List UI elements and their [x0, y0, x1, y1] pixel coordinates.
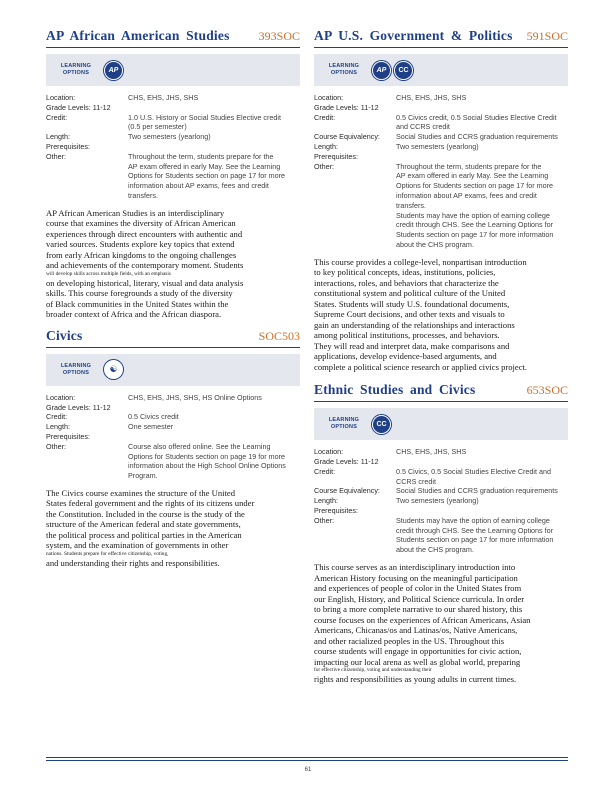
detail-row — [46, 422, 300, 432]
detail-value-line: 0.5 Civics, 0.5 Social Studies Elective Credit and — [396, 466, 552, 476]
detail-row — [314, 457, 568, 467]
college-credit-icon: CC — [372, 415, 391, 434]
description-line: applications, develop evidence-based arguments, and — [314, 351, 497, 362]
detail-row — [314, 516, 568, 555]
detail-value-line: Two semesters (yearlong) — [396, 141, 479, 151]
learning-option-icons — [104, 61, 123, 80]
detail-row — [46, 132, 300, 142]
detail-row — [46, 142, 300, 152]
description-line: gain an understanding of the relationships and interactions — [314, 319, 515, 330]
detail-value-line: Students section on page 17 for more information — [396, 535, 554, 545]
detail-row — [46, 412, 300, 422]
course-ethnic-studies-and-civics — [314, 382, 568, 684]
detail-value — [396, 496, 568, 506]
detail-value-line: CHS, EHS, JHS, SHS — [396, 93, 467, 102]
left-column — [46, 28, 300, 568]
detail-row — [314, 93, 568, 103]
detail-value — [128, 142, 300, 152]
description-line-small: nations. Students prepare for effective citizenship, voting, — [46, 550, 169, 557]
detail-row — [314, 467, 568, 487]
description-line: rights and responsibilities as young adults in current times. — [314, 674, 517, 685]
description-line: complete a political science research or applied civics project. — [314, 361, 528, 372]
detail-key: Length: — [46, 132, 70, 142]
detail-key: Length: — [314, 496, 338, 506]
detail-value-line: Social Studies and CCRS graduation requirements — [396, 132, 558, 142]
detail-row — [46, 113, 300, 133]
course-details — [314, 447, 568, 555]
detail-key: Prerequisites: — [46, 141, 90, 151]
detail-value — [396, 486, 568, 496]
detail-value-line: Options for Students section on page 17 for more — [396, 181, 554, 191]
detail-value-line: Students section on page 17 for more information — [396, 230, 554, 240]
learning-option-icons — [104, 360, 123, 379]
right-column — [314, 28, 568, 685]
detail-value-line: Program. — [128, 471, 158, 481]
course-header — [46, 328, 300, 348]
description-line: course focuses on the experiences of African Americans, Asian — [314, 614, 531, 625]
description-line: and other racialized peoples in the US. Throughout this — [314, 635, 505, 646]
detail-row — [46, 393, 300, 403]
detail-value-line: information about AP exams, fees and credit — [396, 190, 537, 200]
description-line: our English, History, and Political Science curricula. In order — [314, 593, 525, 604]
detail-row — [314, 506, 568, 516]
detail-value — [128, 93, 300, 103]
detail-value-line: Throughout the term, students prepare for the — [396, 161, 542, 171]
detail-key: Location: — [314, 93, 344, 102]
description-line: of Black communities in the United States within the — [46, 298, 229, 309]
detail-value-line: CHS, EHS, JHS, SHS — [128, 93, 199, 102]
course-description — [314, 257, 568, 373]
detail-key: Location: — [314, 447, 344, 457]
learning-option-icons — [372, 61, 413, 80]
detail-row — [314, 162, 568, 250]
description-line: and understanding their rights and responsibilities. — [46, 557, 220, 568]
detail-row — [314, 152, 568, 162]
course-header — [314, 28, 568, 48]
course-code: 653SOC — [526, 383, 568, 398]
learning-options-label: LEARNING OPTIONS — [328, 417, 360, 431]
detail-value-line: Students may have the option of earning college — [396, 515, 550, 525]
detail-key: Credit: — [46, 412, 68, 422]
detail-value-line: (0.5 per semester) — [128, 122, 187, 132]
detail-key: Course Equivalency: — [314, 486, 380, 496]
detail-value — [396, 447, 568, 457]
detail-value-line: 0.5 Civics credit — [128, 412, 179, 422]
description-line: the Constitution. Included in the course is the study of the — [46, 508, 245, 519]
learning-options-label: LEARNING OPTIONS — [60, 362, 92, 376]
detail-row — [314, 113, 568, 133]
detail-value-line: transfers. — [128, 190, 158, 200]
description-line: on developing historical, literary, visual and data analysis — [46, 277, 244, 288]
ap-icon: AP — [372, 61, 391, 80]
learning-options-band — [314, 54, 568, 86]
detail-value — [396, 103, 568, 113]
description-line: among political institutions, processes, and behaviors. — [314, 330, 500, 341]
detail-value-line: Students may have the option of earning college — [396, 210, 550, 220]
detail-value-line: Two semesters (yearlong) — [396, 496, 479, 506]
course-header — [314, 382, 568, 402]
description-line: constitutional system and political culture of the United — [314, 288, 506, 299]
college-credit-icon: CC — [394, 61, 413, 80]
course-details — [314, 93, 568, 250]
detail-value — [128, 103, 300, 113]
detail-value — [128, 442, 300, 481]
description-line: broader context of Africa and the African diaspora. — [46, 309, 222, 320]
detail-row — [46, 432, 300, 442]
detail-row — [314, 142, 568, 152]
detail-value-line: Throughout the term, students prepare for the — [128, 151, 274, 161]
detail-value — [396, 516, 568, 555]
detail-value-line: about the CHS program. — [396, 239, 474, 249]
description-line: This course provides a college-level, nonpartisan introduction — [314, 256, 527, 267]
detail-row — [46, 403, 300, 413]
course-code: 393SOC — [258, 29, 300, 43]
detail-key: Other: — [314, 515, 334, 525]
detail-key: Grade Levels: 11-12 — [46, 402, 111, 412]
detail-value-line: 1.0 U.S. History or Social Studies Elective credit — [128, 112, 281, 122]
detail-row — [314, 447, 568, 457]
detail-row — [46, 93, 300, 103]
detail-value — [396, 506, 568, 516]
description-line: American History focusing on the meaningful participation — [314, 572, 518, 583]
description-line: course that examines the diversity of African American — [46, 218, 236, 229]
learning-options-label: LEARNING OPTIONS — [60, 63, 92, 76]
description-line: States. Students will study U.S. foundational documents, — [314, 298, 510, 309]
detail-value-line: Options for Students section on page 17 for more — [128, 171, 286, 181]
description-line: The Civics course examines the structure of the United — [46, 487, 236, 498]
description-line: the political process and political parties in the American — [46, 529, 242, 540]
learning-option-icons — [372, 415, 391, 434]
footer-rule — [46, 757, 568, 758]
detail-row — [46, 442, 300, 481]
description-line: States federal government and the rights of its citizens under — [46, 498, 255, 509]
detail-value-line: AP exam offered in early May. See the Learning — [128, 161, 281, 171]
description-line: varied sources. Students explore key topics that extend — [46, 239, 235, 250]
course-code: SOC503 — [258, 328, 300, 343]
description-line: and experiences of people of color in the United States from — [314, 583, 522, 594]
detail-key: Location: — [46, 93, 76, 102]
detail-value-line: Social Studies and CCRS graduation requirements — [396, 486, 558, 496]
detail-row — [314, 103, 568, 113]
course-title: Ethnic Studies and Civics — [314, 382, 476, 398]
description-line: impacting our local arena as well as global world, preparing — [314, 656, 521, 667]
detail-key: Length: — [314, 141, 338, 151]
description-line: to bring a more complete narrative to our shared history, this — [314, 604, 523, 615]
description-line: skills. This course foregrounds a study of the diversity — [46, 288, 233, 299]
detail-value — [128, 412, 300, 422]
description-line: system, and the examination of governments in other — [46, 540, 229, 551]
detail-key: Prerequisites: — [314, 506, 358, 516]
learning-options-band — [46, 54, 300, 86]
detail-row — [314, 486, 568, 496]
description-line: Americans, Chicanas/os and Latinas/os, Native Americans, — [314, 625, 518, 636]
detail-key: Length: — [46, 422, 70, 432]
detail-key: Location: — [46, 392, 76, 402]
detail-value-line: credit through CHS. See the Learning Options for — [396, 220, 554, 230]
detail-key: Other: — [314, 161, 334, 171]
detail-value — [396, 152, 568, 162]
description-line: to key political concepts, ideas, institutions, policies, — [314, 267, 496, 278]
detail-value — [128, 113, 300, 133]
detail-key: Grade Levels: 11-12 — [314, 457, 379, 467]
detail-row — [46, 103, 300, 113]
detail-value — [396, 113, 568, 133]
course-title: AP African American Studies — [46, 28, 230, 43]
detail-value — [396, 132, 568, 142]
description-line: experiences through direct encounters with authentic and — [46, 228, 243, 239]
course-title: Civics — [46, 327, 83, 343]
detail-key: Grade Levels: 11-12 — [46, 102, 111, 112]
detail-value-line: 0.5 Civics credit, 0.5 Social Studies Elective Credit — [396, 112, 557, 122]
description-line-small: will develop skills across multiple fields, with an emphasis — [46, 270, 171, 277]
course-details — [46, 393, 300, 481]
detail-value — [396, 162, 568, 250]
ap-icon: AP — [104, 61, 123, 80]
detail-value-line: credit through CHS. See the Learning Options for — [396, 525, 554, 535]
detail-value-line: CCRS credit — [396, 476, 436, 486]
description-line: Supreme Court decisions, and other texts and visuals to — [314, 309, 505, 320]
detail-value — [128, 393, 300, 403]
description-line-small: for effective citizenship, voting and understanding their — [314, 667, 432, 674]
detail-key: Credit: — [314, 466, 336, 476]
detail-key: Prerequisites: — [314, 151, 358, 161]
course-ap-u-s-government-politics — [314, 28, 568, 372]
detail-value-line: Two semesters (yearlong) — [128, 132, 211, 142]
learning-options-band — [314, 408, 568, 440]
detail-key: Other: — [46, 441, 66, 451]
course-description — [314, 562, 568, 685]
description-line: interactions, roles, and behaviors that characterize the — [314, 277, 499, 288]
detail-value-line: information about AP exams, fees and credit — [128, 181, 269, 191]
detail-value — [128, 432, 300, 442]
description-line: AP African American Studies is an interdisciplinary — [46, 207, 225, 218]
detail-key: Grade Levels: 11-12 — [314, 102, 379, 112]
description-line: They will read and interpret data, make comparisons and — [314, 340, 510, 351]
detail-value — [396, 142, 568, 152]
course-description — [46, 488, 300, 569]
detail-value-line: AP exam offered in early May. See the Learning — [396, 171, 549, 181]
description-line: structure of the American federal and state governments, — [46, 519, 241, 530]
course-ap-african-american-studies — [46, 28, 300, 320]
footer-rule-2 — [46, 760, 568, 761]
detail-value — [396, 467, 568, 487]
course-code: 591SOC — [526, 29, 568, 43]
page-number: 61 — [304, 767, 312, 773]
detail-value — [128, 152, 300, 201]
course-description — [46, 208, 300, 320]
detail-value — [128, 403, 300, 413]
detail-row — [46, 152, 300, 201]
description-line: from early African kingdoms to the ongoing challenges — [46, 249, 237, 260]
detail-value — [396, 93, 568, 103]
learning-options-band — [46, 354, 300, 386]
detail-value-line: CHS, EHS, JHS, SHS, HS Online Options — [128, 392, 262, 402]
detail-value-line: about the CHS program. — [396, 545, 474, 555]
detail-value — [128, 422, 300, 432]
detail-value — [396, 457, 568, 467]
detail-key: Course Equivalency: — [314, 132, 380, 142]
description-line: and achievements of the contemporary moment. Students — [46, 260, 244, 271]
detail-key: Other: — [46, 151, 66, 161]
course-civics — [46, 328, 300, 569]
detail-value-line: CHS, EHS, JHS, SHS — [396, 447, 467, 457]
detail-key: Credit: — [314, 112, 336, 122]
detail-value-line: Course also offered online. See the Learning — [128, 441, 271, 451]
course-header — [46, 28, 300, 48]
detail-key: Credit: — [46, 112, 68, 122]
detail-value-line: transfers. — [396, 200, 426, 210]
detail-value — [128, 132, 300, 142]
learning-options-label: LEARNING OPTIONS — [328, 63, 360, 76]
description-line: course students will engage in opportunities for civic action, — [314, 646, 522, 657]
course-details — [46, 93, 300, 201]
detail-value-line: One semester — [128, 422, 174, 432]
detail-key: Prerequisites: — [46, 431, 90, 441]
detail-value-line: and CCRS credit — [396, 122, 450, 132]
online-icon: ☯ — [104, 360, 123, 379]
course-title: AP U.S. Government & Politics — [314, 28, 513, 43]
detail-value-line: Options for Students section on page 19 for more — [128, 451, 286, 461]
detail-value-line: information about the High School Online Options — [128, 461, 286, 471]
detail-row — [314, 132, 568, 142]
detail-row — [314, 496, 568, 506]
description-line: This course serves as an interdisciplinary introduction into — [314, 562, 516, 573]
